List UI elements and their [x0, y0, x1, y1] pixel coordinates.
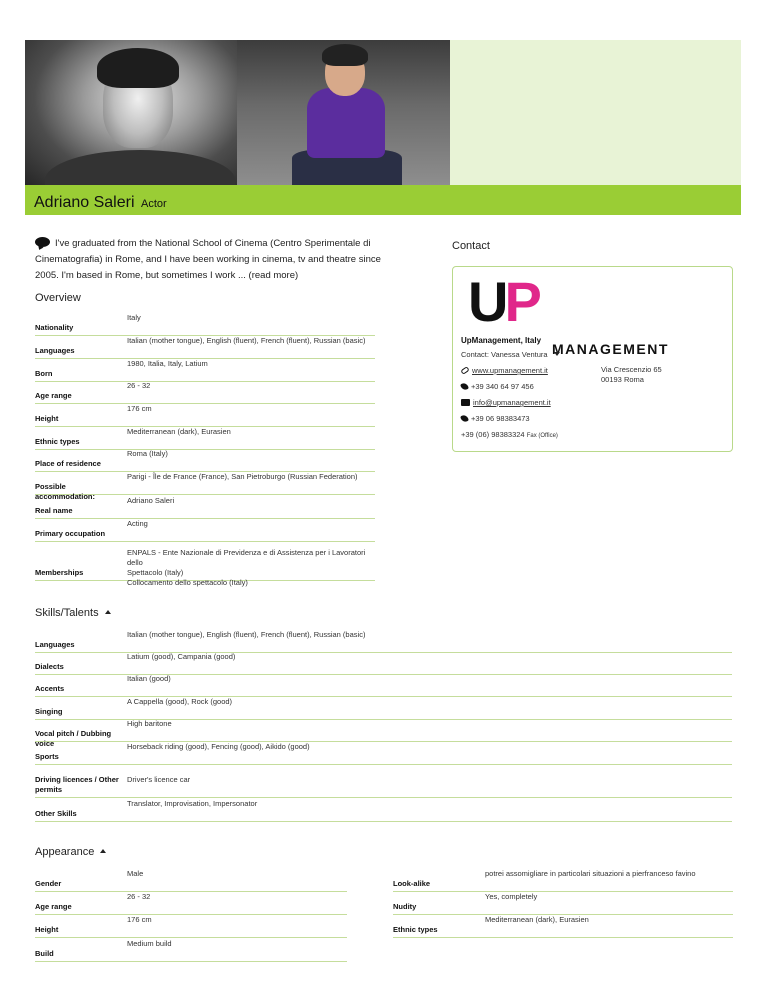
- row-value: Parigi - Île de France (France), San Pietroburgo (Russian Federation): [127, 472, 358, 481]
- row-label: Possible accommodation:: [35, 482, 96, 501]
- row-label: Languages: [35, 346, 75, 355]
- row-label: Born: [35, 369, 53, 378]
- logo-letter-p: P: [504, 270, 538, 333]
- agency-name: UpManagement, Italy: [461, 336, 542, 345]
- row-label: Age range: [35, 391, 72, 400]
- row-label-line: Driving licences / Other: [35, 775, 119, 784]
- overview-table: [35, 309, 375, 587]
- table-row: [35, 915, 347, 938]
- table-row: [35, 868, 347, 892]
- row-value: Acting: [127, 519, 148, 528]
- table-row: [35, 938, 347, 962]
- row-value: Translator, Improvisation, Impersonator: [127, 799, 258, 808]
- fax-number: +39 (06) 98383324: [461, 430, 525, 439]
- table-row: [35, 653, 732, 675]
- row-value: Roma (Italy): [127, 449, 168, 458]
- row-value: 26 - 32: [127, 892, 151, 901]
- appearance-table-left: [35, 868, 347, 962]
- row-label: Look-alike: [393, 879, 431, 888]
- website-line[interactable]: [461, 366, 548, 375]
- contact-title: Contact: [452, 240, 490, 252]
- read-more-link[interactable]: (read more): [248, 270, 299, 281]
- row-label-line: permits: [35, 785, 63, 794]
- row-label: Singing: [35, 707, 63, 716]
- row-value: Medium build: [127, 939, 172, 948]
- table-row: [35, 675, 732, 697]
- row-value: Latium (good), Campania (good): [127, 652, 236, 661]
- skills-title-label: Skills/Talents: [35, 607, 99, 619]
- table-row: [35, 309, 375, 336]
- row-value: Italy: [127, 313, 141, 322]
- phone-line-office[interactable]: [461, 414, 530, 423]
- agency-address: [601, 365, 662, 385]
- table-row: [393, 868, 733, 892]
- bio-text: [35, 236, 385, 284]
- table-row: [35, 765, 732, 798]
- row-label: Age range: [35, 902, 72, 911]
- table-row: [35, 892, 347, 915]
- table-row: [35, 519, 375, 542]
- skills-table: [35, 628, 732, 822]
- photo-detail: [97, 48, 179, 88]
- profile-name: Adriano Saleri: [34, 194, 135, 211]
- collapse-caret-icon[interactable]: [105, 610, 111, 614]
- row-value: Mediterranean (dark), Eurasien: [485, 915, 589, 924]
- table-row: [35, 382, 375, 404]
- row-label: Memberships: [35, 568, 84, 577]
- photo-detail: [322, 44, 368, 66]
- table-row: [35, 742, 732, 765]
- table-row: [35, 427, 375, 450]
- name-bar: [25, 185, 741, 215]
- table-row: [35, 404, 375, 427]
- row-value: Italian (good): [127, 674, 171, 683]
- row-label: Languages: [35, 640, 75, 649]
- table-row: [35, 697, 732, 720]
- phone-icon: [460, 382, 469, 391]
- row-value: 176 cm: [127, 404, 152, 413]
- section-title-appearance[interactable]: [35, 846, 106, 858]
- row-label: Height: [35, 925, 59, 934]
- logo-management-text: MANAGEMENT: [552, 341, 669, 357]
- photo-detail: [307, 88, 385, 158]
- row-label: Other Skills: [35, 809, 77, 818]
- contact-person-label: Contact: Vanessa Ventura: [461, 350, 548, 359]
- profile-photo-portrait[interactable]: [25, 40, 237, 185]
- phone-office[interactable]: +39 06 98383473: [471, 414, 530, 423]
- table-row: [35, 450, 375, 472]
- row-value: Mediterranean (dark), Eurasien: [127, 427, 231, 436]
- row-value: 176 cm: [127, 915, 152, 924]
- row-value: potrei assomigliare in particolari situazioni a pierfranceso favino: [485, 869, 696, 878]
- row-value: Adriano Saleri: [127, 496, 175, 505]
- profile-role: Actor: [141, 198, 167, 210]
- row-label: Real name: [35, 506, 73, 515]
- row-label: Primary occupation: [35, 529, 106, 538]
- table-row: [35, 798, 732, 822]
- row-value: Italian (mother tongue), English (fluent), French (fluent), Russian (basic): [127, 630, 366, 639]
- contact-card: [452, 266, 733, 452]
- row-value-line: Collocamento dello spettacolo (Italy): [127, 578, 248, 587]
- row-value: 26 - 32: [127, 381, 151, 390]
- logo-letter-u: U: [468, 270, 505, 333]
- row-label: Accents: [35, 684, 65, 693]
- profile-photo-fullbody[interactable]: [237, 40, 450, 185]
- appearance-table-right: [393, 868, 733, 938]
- row-label: Sports: [35, 752, 59, 761]
- row-label: Nationality: [35, 323, 74, 332]
- row-value: Horseback riding (good), Fencing (good), Aikido (good): [127, 742, 310, 751]
- email-line[interactable]: [461, 398, 551, 407]
- row-label: Ethnic types: [35, 437, 80, 446]
- row-value-line: ENPALS - Ente Nazionale di Previdenza e di Assistenza per i Lavoratori dello: [127, 548, 366, 567]
- table-row: [35, 336, 375, 359]
- row-label: [35, 775, 125, 795]
- row-value: Yes, completely: [485, 892, 538, 901]
- row-label: Build: [35, 949, 54, 958]
- hero-banner: [25, 40, 741, 185]
- website-link[interactable]: www.upmanagement.it: [472, 366, 548, 375]
- photo-detail: [45, 150, 235, 185]
- link-icon: [460, 366, 469, 375]
- table-row: [35, 628, 732, 653]
- email-link[interactable]: info@upmanagement.it: [473, 398, 551, 407]
- contact-person-dropdown[interactable]: [461, 350, 560, 359]
- fax-label: Fax (Office): [526, 433, 558, 439]
- address-city: 00193 Roma: [601, 375, 644, 384]
- row-value: [127, 548, 375, 588]
- row-value: 1980, Italia, Italy, Latium: [127, 359, 208, 368]
- row-value: A Cappella (good), Rock (good): [127, 697, 233, 706]
- section-title-overview: Overview: [35, 292, 81, 304]
- phone-icon: [460, 414, 469, 423]
- bio-body: I've graduated from the National School of Cinema (Centro Sperimentale di Cinematografia) in Rome, and I have been working in cinema, tv and theatre since 2005. I'm based in Rome, but sometimes I work ...: [35, 238, 381, 281]
- address-street: Via Crescenzio 65: [601, 365, 662, 374]
- row-value: High baritone: [127, 719, 172, 728]
- mail-icon: [461, 399, 470, 406]
- row-label: Height: [35, 414, 59, 423]
- row-label: Dialects: [35, 662, 64, 671]
- row-value-line: Spettacolo (Italy): [127, 568, 184, 577]
- phone-mobile[interactable]: +39 340 64 97 456: [471, 382, 534, 391]
- row-value: Driver's licence car: [127, 775, 191, 784]
- collapse-caret-icon[interactable]: [100, 849, 106, 853]
- row-label: Place of residence: [35, 459, 101, 468]
- row-value: Male: [127, 869, 144, 878]
- fax-line: [461, 430, 558, 439]
- row-label: Nudity: [393, 902, 417, 911]
- table-row: [35, 359, 375, 382]
- table-row: [35, 495, 375, 519]
- table-row: [393, 915, 733, 938]
- table-row: [35, 542, 375, 587]
- row-label: Ethnic types: [393, 925, 438, 934]
- appearance-title-label: Appearance: [35, 846, 95, 858]
- section-title-skills[interactable]: [35, 607, 111, 619]
- table-row: [393, 892, 733, 915]
- row-value: Italian (mother tongue), English (fluent), French (fluent), Russian (basic): [127, 336, 366, 345]
- row-label: Gender: [35, 879, 62, 888]
- chevron-down-icon: [554, 352, 560, 356]
- speech-bubble-icon: [35, 237, 50, 247]
- phone-line-mobile[interactable]: [461, 382, 534, 391]
- row-label: Vocal pitch / Dubbing voice: [35, 729, 112, 748]
